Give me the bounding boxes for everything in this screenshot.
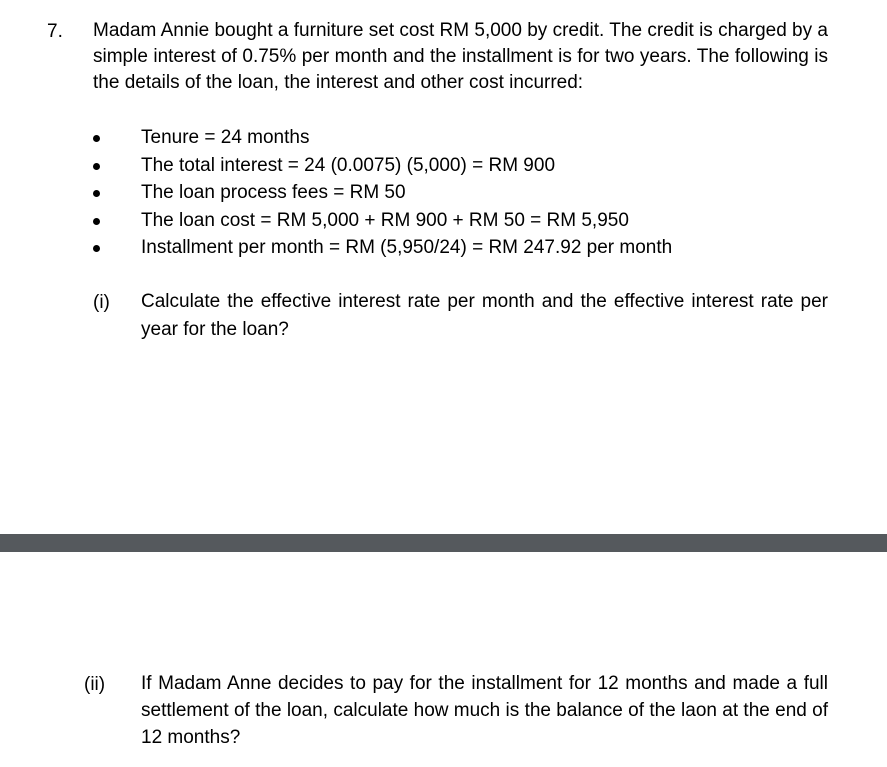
- installment-text: Installment per month = RM (5,950/24) = RM 247.92 per month: [141, 237, 673, 258]
- section-divider: [0, 534, 887, 552]
- process-fees-text: The loan process fees = RM 50: [141, 182, 406, 203]
- part-ii-label: (ii): [84, 674, 106, 695]
- part-i-text: Calculate the effective interest rate per month and the effective interest rate per year for the loan?: [141, 291, 828, 340]
- total-interest-text: The total interest = 24 (0.0075) (5,000) = RM 900: [141, 154, 556, 176]
- loan-cost-text: The loan cost = RM 5,000 + RM 900 + RM 50 = RM 5,950: [141, 209, 629, 231]
- loan-details-list: [0, 124, 887, 262]
- bullet-icon: [93, 163, 100, 170]
- part-i-label: (i): [93, 292, 110, 313]
- list-item: [0, 234, 887, 262]
- bullet-icon: [93, 190, 100, 197]
- list-item: [0, 124, 887, 152]
- list-item: [0, 179, 887, 207]
- question-intro: Madam Annie bought a furniture set cost RM 5,000 by credit. The credit is charged by a simple interest of 0.75% per month and the installment is for two years. The following is the details of the loan, the interest and other cost incurred:: [93, 20, 828, 93]
- part-ii-text: If Madam Anne decides to pay for the installment for 12 months and made a full settlement of the loan, calculate how much is the balance of the laon at the end of 12 months?: [141, 673, 828, 748]
- list-item: [0, 207, 887, 235]
- list-item: [0, 152, 887, 180]
- question-number: 7.: [47, 21, 63, 42]
- bullet-icon: [93, 135, 100, 142]
- bullet-icon: [93, 245, 100, 252]
- tenure-text: Tenure = 24 months: [141, 127, 310, 148]
- bullet-icon: [93, 218, 100, 225]
